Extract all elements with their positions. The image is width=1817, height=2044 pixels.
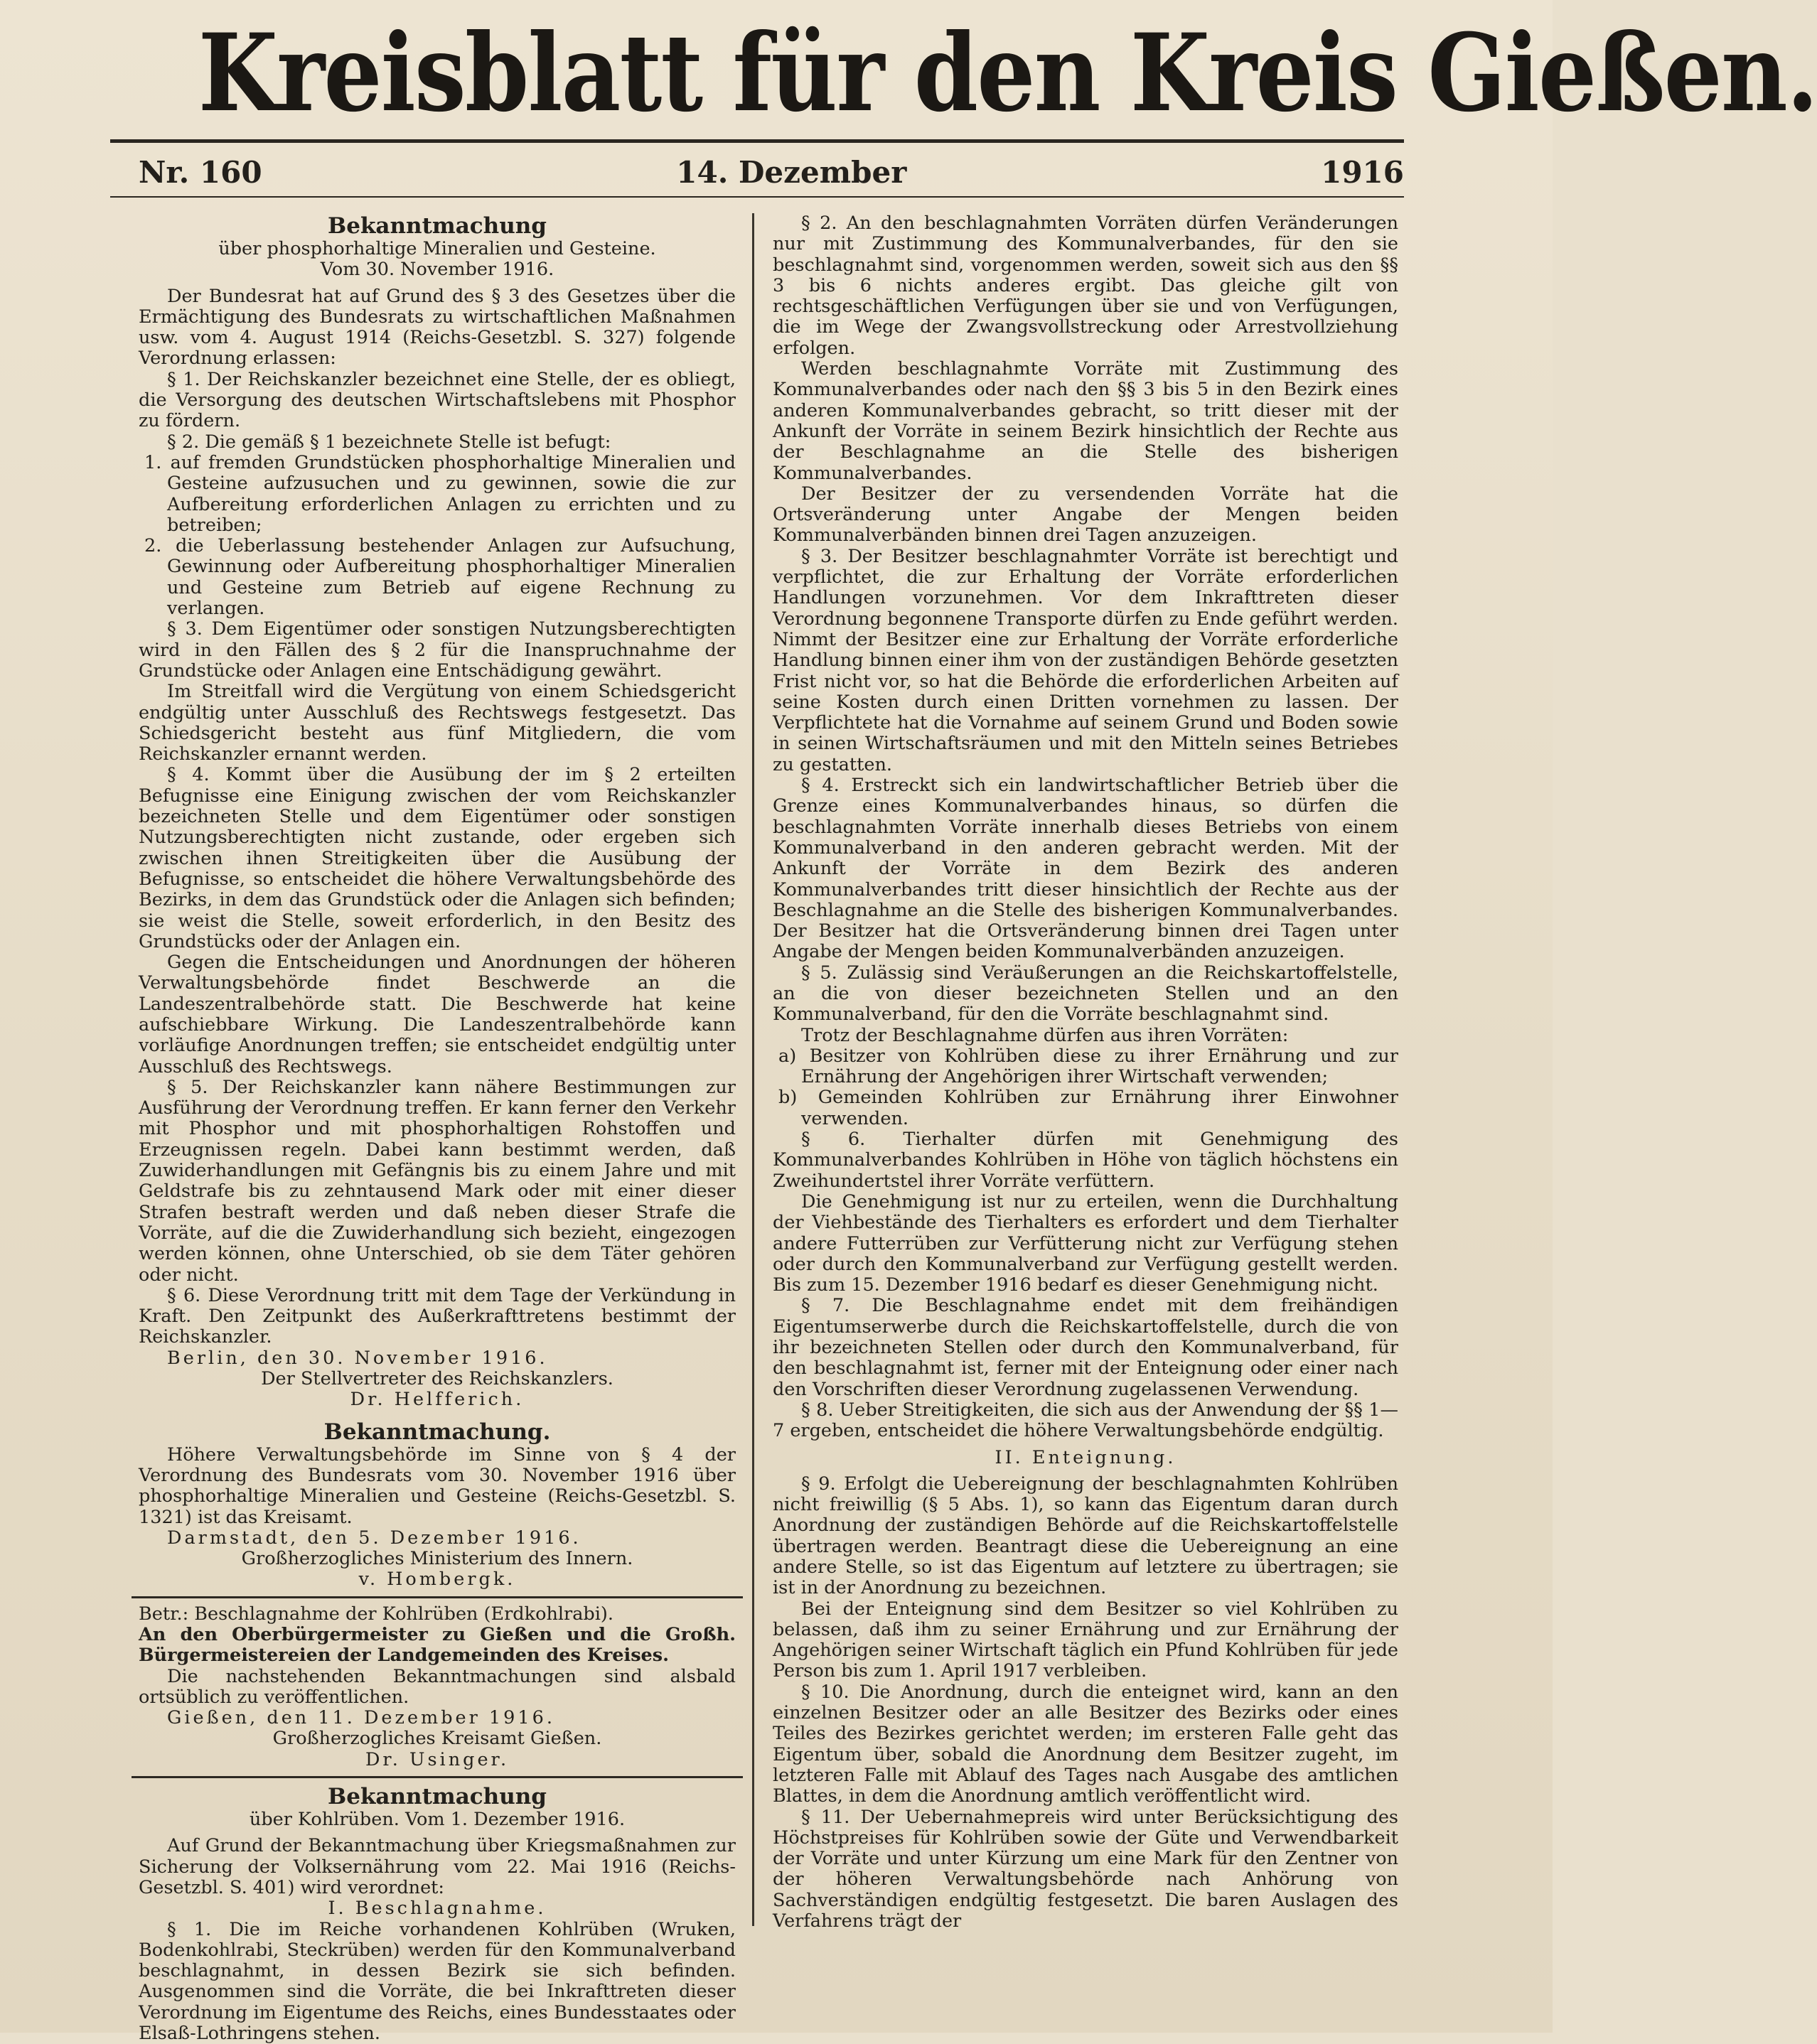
column-divider — [752, 213, 754, 1926]
paragraph: § 5. Zulässig sind Veräußerungen an die Reichskartoffelstelle, an die von dieser bezeichneten Stellen und an den Kommunalverband, für den die Vorräte beschlagnahmt sind. — [773, 962, 1398, 1026]
paragraph: § 3. Der Besitzer beschlagnahmter Vorräte ist berechtigt und verpflichtet, die zur Erhaltung der Vorräte erforderlichen Handlungen vorzunehmen. Vor dem Inkrafttreten dieser Verordnung begonnene Transporte dürfen zu Ende geführt werden. Nimmt der Besitzer eine zur Erhaltung der Vorräte erforderliche Handlung binnen einer ihm von der zuständigen Behörde gesetzten Frist nicht vor, so hat die Behörde die erforderlichen Arbeiten auf seine Kosten durch einen Dritten vornehmen zu lassen. Der Verpflichtete hat die Vornahme auf seinem Grund und Boden sowie in seinen Wirtschaftsräumen und mit den Mitteln seines Betriebes zu gestatten. — [773, 545, 1398, 775]
paragraph: § 3. Dem Eigentümer oder sonstigen Nutzungsberechtigten wird in den Fällen des § 2 für die Inanspruchnahme der Grundstücke oder Anlagen eine Entschädigung gewährt. — [139, 618, 736, 682]
subject-line: Betr.: Beschlagnahme der Kohlrüben (Erdkohlrabi). — [139, 1603, 613, 1625]
signature-place: Gießen, den 11. Dezember 1916. — [167, 1707, 555, 1729]
signature-name: Dr. Helfferich. — [350, 1389, 525, 1411]
paragraph: § 4. Erstreckt sich ein landwirtschaftlicher Betrieb über die Grenze eines Kommunalverbandes hinaus, so dürfen die beschlagnahmten Vorräte innerhalb dieses Betriebs von einem Kommunalverband in den anderen gebracht werden. Mit der Ankunft der Vorräte in dem Bezirk des anderen Kommunalverbandes tritt dieser hinsichtlich der Rechte aus der Beschlagnahme an die Stelle des bisherigen Kommunalverbandes. Der Besitzer hat die Ortsveränderung binnen drei Tagen unter Angabe der Mengen beiden Kommunalverbänden anzuzeigen. — [773, 775, 1398, 963]
right-column — [773, 213, 1398, 1990]
paragraph: § 1. Die im Reiche vorhandenen Kohlrüben (Wruken, Bodenkohlrabi, Steckrüben) werden für den Kommunalverband beschlagnahmt, in dessen Bezirk sie sich befinden. Ausgenommen sind die Vorräte, die bei Inkrafttreten dieser Verordnung im Eigentume des Reichs, eines Bundesstaates oder Elsaß-Lothringens stehen. — [139, 1918, 736, 2044]
issue-rule — [110, 196, 1404, 198]
paragraph: § 9. Erfolgt die Uebereignung der beschlagnahmten Kohlrüben nicht freiwillig (§ 5 Abs. 1), so kann das Eigentum daran durch Anordnung der zuständigen Behörde auf die Reichskartoffelstelle übertragen werden. Beantragt diese die Uebereignung an eine andere Stelle, so ist das Eigentum auf letztere zu übertragen; sie ist in der Anordnung zu bezeichnen. — [773, 1473, 1398, 1599]
paragraph: Der Bundesrat hat auf Grund des § 3 des Gesetzes über die Ermächtigung des Bundesrats zu wirtschaftlichen Maßnahmen usw. vom 4. August 1914 (Reichs-Gesetzbl. S. 327) folgende Verordnung erlassen: — [139, 285, 736, 370]
paragraph: § 6. Tierhalter dürfen mit Genehmigung des Kommunalverbandes Kohlrüben in Höhe von täglich höchstens ein Zweihundertstel ihrer Vorräte verfüttern. — [773, 1129, 1398, 1192]
signature-office: Großherzogliches Ministerium des Innern. — [241, 1548, 633, 1570]
left-column — [139, 213, 736, 2044]
issue-number: Nr. 160 — [139, 154, 262, 190]
notice-subtitle: über Kohlrüben. Vom 1. Dezember 1916. — [249, 1809, 626, 1831]
list-item: a) Besitzer von Kohlrüben diese zu ihrer Ernährung und zur Ernährung der Angehörigen ihrer Wirtschaft verwenden; — [778, 1045, 1398, 1088]
paragraph: § 2. An den beschlagnahmten Vorräten dürfen Veränderungen nur mit Zustimmung des Kommunalverbandes, für den sie beschlagnahmt sind, vorgenommen werden, soweit sich aus den §§ 3 bis 6 nichts anderes ergibt. Das gleiche gilt von rechtsgeschäftlichen Verfügungen über sie und von Verfügungen, die im Wege der Zwangsvollstreckung oder Arrestvollziehung erfolgen. — [773, 213, 1398, 359]
paragraph: Die Genehmigung ist nur zu erteilen, wenn die Durchhaltung der Viehbestände des Tierhalters es erfordert und dem Tierhalter andere Futterrüben zur Verfütterung nicht zur Verfügung stehen oder durch den Kommunalverband zur Verfügung gestellt werden. Bis zum 15. Dezember 1916 bedarf es dieser Genehmigung nicht. — [773, 1190, 1398, 1296]
paragraph: Auf Grund der Bekanntmachung über Kriegsmaßnahmen zur Sicherung der Volksernährung vom 22. Mai 1916 (Reichs-Gesetzbl. S. 401) wird verordnet: — [139, 1835, 736, 1898]
signature-name: v. Hombergk. — [358, 1569, 516, 1591]
section-separator — [132, 1776, 743, 1778]
issue-year: 1916 — [1321, 154, 1404, 190]
paragraph: Im Streitfall wird die Vergütung von einem Schiedsgericht endgültig unter Ausschluß des Rechtswegs festgesetzt. Das Schiedsgericht besteht aus fünf Mitgliedern, die vom Reichskanzler ernannt werden. — [139, 681, 736, 765]
signature-place: Berlin, den 30. November 1916. — [167, 1347, 548, 1369]
paragraph: Gegen die Entscheidungen und Anordnungen der höheren Verwaltungsbehörde findet Beschwerde an die Landeszentralbehörde statt. Die Beschwerde hat keine aufschiebbare Wirkung. Die Landeszentralbehörde kann vorläufige Anordnungen treffen; sie entscheidet endgültig unter Ausschluß des Rechtswegs. — [139, 952, 736, 1077]
section-separator — [132, 1596, 743, 1598]
paragraph: Die nachstehenden Bekanntmachungen sind alsbald ortsüblich zu veröffentlichen. — [139, 1665, 736, 1708]
paragraph: Der Besitzer der zu versendenden Vorräte hat die Ortsveränderung unter Angabe der Mengen beiden Kommunalverbänden binnen drei Tagen anzuzeigen. — [773, 483, 1398, 547]
paragraph: § 11. Der Uebernahmepreis wird unter Berücksichtigung des Höchstpreises für Kohlrüben sowie der Güte und Verwendbarkeit der Vorräte und unter Kürzung um eine Mark für den Zentner von der höheren Verwaltungsbehörde nach Anhörung von Sachverständigen endgültig festgesetzt. Die baren Auslagen des Verfahrens trägt der — [773, 1806, 1398, 1932]
paragraph: § 6. Diese Verordnung tritt mit dem Tage der Verkündung in Kraft. Den Zeitpunkt des Außerkrafttretens bestimmt der Reichskanzler. — [139, 1284, 736, 1348]
list-item: b) Gemeinden Kohlrüben zur Ernährung ihrer Einwohner verwenden. — [778, 1087, 1398, 1129]
paragraph: § 8. Ueber Streitigkeiten, die sich aus der Anwendung der §§ 1—7 ergeben, entscheidet die höhere Verwaltungsbehörde endgültig. — [773, 1399, 1398, 1442]
signature-place: Darmstadt, den 5. Dezember 1916. — [167, 1527, 581, 1549]
paragraph: Bei der Enteignung sind dem Besitzer so viel Kohlrüben zu belassen, daß ihm zu seiner Ernährung und zur Ernährung der Angehörigen seiner Wirtschaft täglich ein Pfund Kohlrüben für jede Person bis zum 1. April 1917 verbleiben. — [773, 1598, 1398, 1682]
notice-title: Bekanntmachung. — [323, 1419, 551, 1445]
list-item: 2. die Ueberlassung bestehender Anlagen zur Aufsuchung, Gewinnung oder Aufbereitung phosphorhaltiger Mineralien und Gesteine zum Betrieb auf eigene Rechnung zu verlangen. — [144, 535, 736, 620]
paragraph: § 5. Der Reichskanzler kann nähere Bestimmungen zur Ausführung der Verordnung treffen. Er kann ferner den Verkehr mit Phosphor und mit phosphorhaltigen Rohstoffen und Erzeugnissen regeln. Dabei kann bestimmt werden, daß Zuwiderhandlungen mit Gefängnis bis zu einem Jahre und mit Geldstrafe bis zu zehntausend Mark oder mit einer dieser Strafen bestraft werden und daß neben dieser Strafe die Vorräte, auf die die Zuwiderhandlung sich bezieht, eingezogen werden können, ohne Unterschied, ob sie dem Täter gehören oder nicht. — [139, 1076, 736, 1286]
notice-title: Bekanntmachung — [328, 213, 547, 239]
paragraph: Höhere Verwaltungsbehörde im Sinne von § 4 der Verordnung des Bundesrats vom 30. November 1916 über phosphorhaltige Mineralien und Gesteine (Reichs-Gesetzbl. S. 1321) ist das Kreisamt. — [139, 1443, 736, 1528]
section-heading: I. Beschlagnahme. — [328, 1898, 547, 1920]
paragraph: § 7. Die Beschlagnahme endet mit dem freihändigen Eigentumserwerbe durch die Reichskartoffelstelle, durch die von ihr bezeichneten Stellen oder durch den Kommunalverband, für den beschlagnahmt ist, ferner mit der Enteignung oder einer nach den Vorschriften dieser Verordnung zugelassenen Verwendung. — [773, 1295, 1398, 1400]
signature-name: Dr. Usinger. — [365, 1748, 510, 1770]
section-heading: II. Enteignung. — [995, 1446, 1177, 1468]
paragraph: § 1. Der Reichskanzler bezeichnet eine Stelle, der es obliegt, die Versorgung des deutschen Wirtschaftslebens mit Phosphor zu fördern. — [139, 368, 736, 432]
issue-date: 14. Dezember — [676, 154, 907, 190]
notice-date: Vom 30. November 1916. — [320, 259, 554, 281]
list-item: 1. auf fremden Grundstücken phosphorhaltige Mineralien und Gesteine aufzusuchen und zu gewinnen, sowie die zur Aufbereitung erforderlichen Anlagen zu errichten und zu betreiben; — [144, 451, 736, 536]
paragraph: Werden beschlagnahmte Vorräte mit Zustimmung des Kommunalverbandes oder nach den §§ 3 bis 5 in den Bezirk eines anderen Kommunalverbandes gebracht, so tritt dieser mit der Ankunft der Vorräte in seinem Bezirk hinsichtlich der Rechte aus der Beschlagnahme an die Stelle des bisherigen Kommunalverbandes. — [773, 358, 1398, 484]
paragraph: § 2. Die gemäß § 1 bezeichnete Stelle ist befugt: — [167, 431, 611, 453]
notice-title: Bekanntmachung — [328, 1784, 547, 1810]
issue-line — [139, 151, 1404, 193]
paragraph: § 4. Kommt über die Ausübung der im § 2 erteilten Befugnisse eine Einigung zwischen der vom Reichskanzler bezeichneten Stelle und dem Eigentümer oder sonstigen Nutzungsberechtigten nicht zustande, oder ergeben sich zwischen ihnen Streitigkeiten über die Ausübung der Befugnisse, so entscheidet die höhere Verwaltungsbehörde des Bezirks, in dem das Grundstück oder die Anlagen sich befinden; sie weist die Stelle, soweit erforderlich, in den Besitz des Grundstücks oder der Anlagen ein. — [139, 764, 736, 952]
paragraph: Trotz der Beschlagnahme dürfen aus ihren Vorräten: — [801, 1024, 1289, 1046]
masthead-rule — [110, 139, 1404, 143]
paragraph: § 10. Die Anordnung, durch die enteignet wird, kann an den einzelnen Besitzer oder an alle Besitzer des Bezirks oder eines Teiles des Bezirkes gerichtet werden; im ersteren Falle geht das Eigentum über, sobald die Anordnung dem Besitzer zugeht, im letzteren Falle mit Ablauf des Tages nach Ausgabe des amtlichen Blattes, in dem die Anordnung amtlich veröffentlicht wird. — [773, 1681, 1398, 1807]
signature-office: Großherzogliches Kreisamt Gießen. — [272, 1728, 602, 1750]
masthead-title: Kreisblatt für den Kreis Gießen. — [198, 11, 1817, 136]
addressee: An den Oberbürgermeister zu Gießen und die Großh. Bürgermeistereien der Landgemeinden des Kreises. — [139, 1624, 736, 1667]
signature-office: Der Stellvertreter des Reichskanzlers. — [261, 1368, 613, 1390]
notice-subtitle: über phosphorhaltige Mineralien und Gesteine. — [218, 238, 656, 259]
